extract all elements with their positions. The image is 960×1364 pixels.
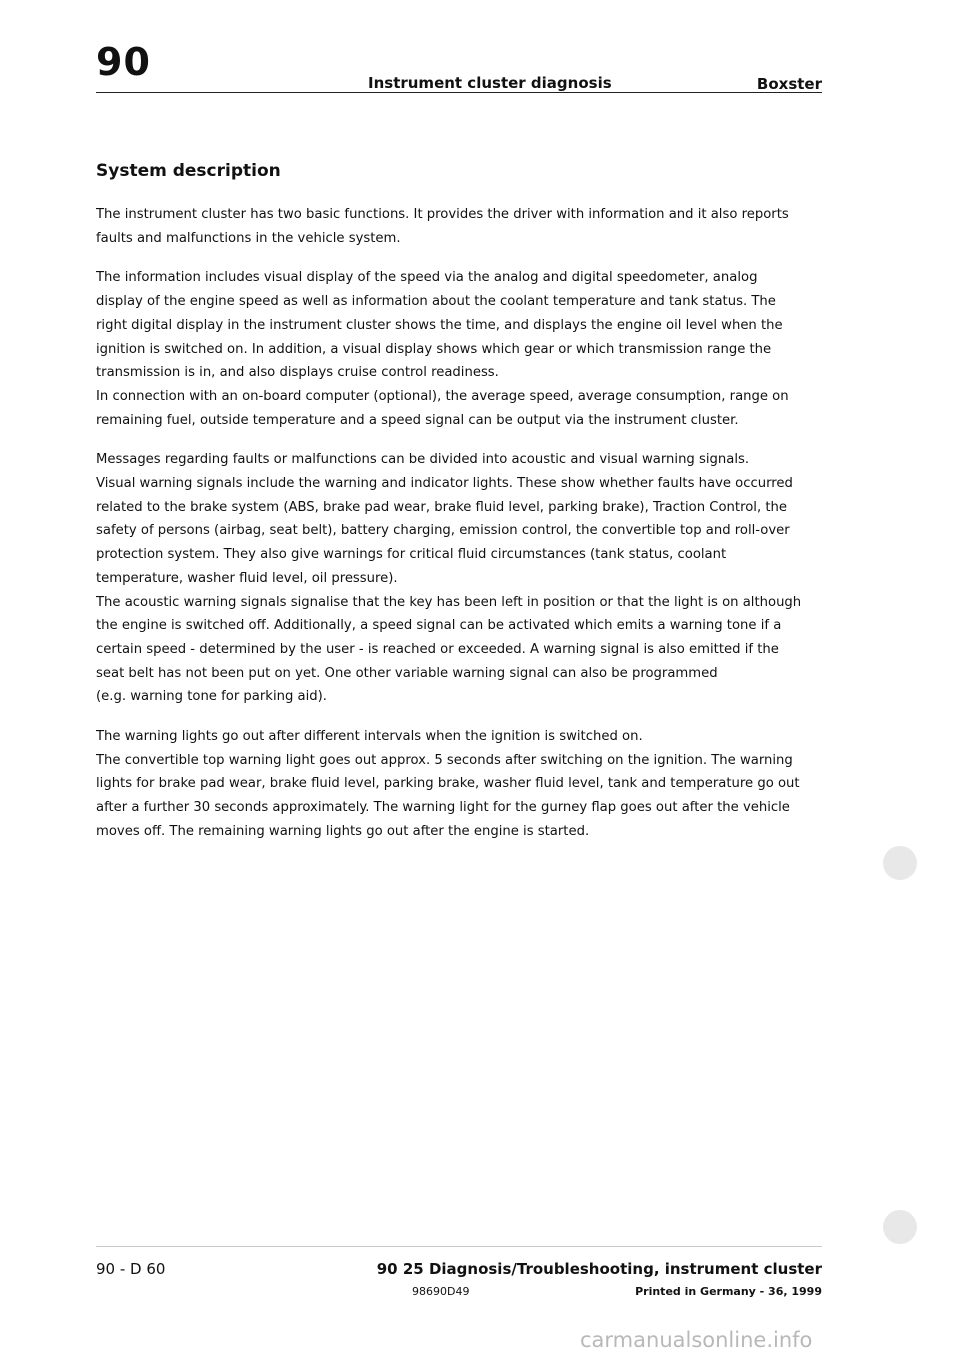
text-line: The convertible top warning light goes out approx. 5 seconds after switching on the ignition. The warning: [96, 752, 793, 768]
text-line: remaining fuel, outside temperature and a speed signal can be output via the instrument cluster.: [96, 412, 739, 428]
text-line: right digital display in the instrument cluster shows the time, and displays the engine oil level when the: [96, 317, 783, 333]
header-divider: [96, 92, 822, 93]
document-code: 98690D49: [412, 1285, 470, 1298]
paragraph-functions: [96, 203, 826, 250]
footer-divider: [96, 1246, 822, 1247]
document-title: Instrument cluster diagnosis: [368, 74, 612, 92]
section-heading: System description: [96, 161, 281, 181]
text-line: The instrument cluster has two basic functions. It provides the driver with information and it also reports: [96, 207, 789, 222]
text-line: display of the engine speed as well as information about the coolant temperature and tank status. The: [96, 294, 776, 310]
text-line: ignition is switched on. In addition, a visual display shows which gear or which transmission range the: [96, 341, 772, 357]
text-line: Messages regarding faults or malfunctions can be divided into acoustic and visual warning signals.: [96, 452, 750, 468]
text-line: after a further 30 seconds approximately. The warning light for the gurney flap goes out after the vehicle: [96, 800, 790, 816]
text-line: (e.g. warning tone for parking aid).: [96, 689, 327, 705]
print-info: Printed in Germany - 36, 1999: [635, 1285, 822, 1298]
text-line: safety of persons (airbag, seat belt), battery charging, emission control, the convertible top and roll-over: [96, 523, 790, 539]
text-line: lights for brake pad wear, brake fluid level, parking brake, washer fluid level, tank and temperature go out: [96, 776, 800, 792]
punch-hole-upper: [883, 846, 917, 880]
text-line: The acoustic warning signals signalise that the key has been left in position or that the light is on although: [96, 594, 802, 610]
body-text: [96, 203, 826, 860]
text-line: temperature, washer fluid level, oil pressure).: [96, 570, 398, 586]
text-line: The warning lights go out after different intervals when the ignition is switched on.: [96, 729, 643, 745]
text-line: the engine is switched off. Additionally, a speed signal can be activated which emits a warning tone if a: [96, 618, 782, 634]
watermark: carmanualsonline.info: [580, 1328, 813, 1352]
text-line: faults and malfunctions in the vehicle system.: [96, 230, 401, 246]
text-line: In connection with an on-board computer (optional), the average speed, average consumption, range on: [96, 388, 789, 404]
text-line: Visual warning signals include the warning and indicator lights. These show whether faults have occurred: [96, 476, 793, 492]
text-line: related to the brake system (ABS, brake pad wear, brake fluid level, parking brake), Traction Control, the: [96, 499, 787, 515]
paragraph-information: [96, 266, 826, 432]
text-line: seat belt has not been put on yet. One other variable warning signal can also be programmed: [96, 665, 718, 681]
paragraph-intervals: [96, 725, 826, 844]
paragraph-warnings: [96, 448, 826, 709]
model-name: Boxster: [756, 75, 822, 93]
page-number: 90 - D 60: [96, 1260, 166, 1278]
text-line: certain speed - determined by the user - is reached or exceeded. A warning signal is also emitted if the: [96, 641, 779, 657]
text-line: The information includes visual display of the speed via the analog and digital speedometer, analog: [96, 270, 758, 286]
text-line: moves off. The remaining warning lights go out after the engine is started.: [96, 823, 590, 839]
text-line: transmission is in, and also displays cruise control readiness.: [96, 365, 499, 381]
text-line: protection system. They also give warnings for critical fluid circumstances (tank status, coolant: [96, 547, 727, 563]
footer-section-title: 90 25 Diagnosis/Troubleshooting, instrument cluster: [376, 1260, 822, 1278]
punch-hole-lower: [883, 1210, 917, 1244]
group-number: 90: [96, 40, 151, 84]
